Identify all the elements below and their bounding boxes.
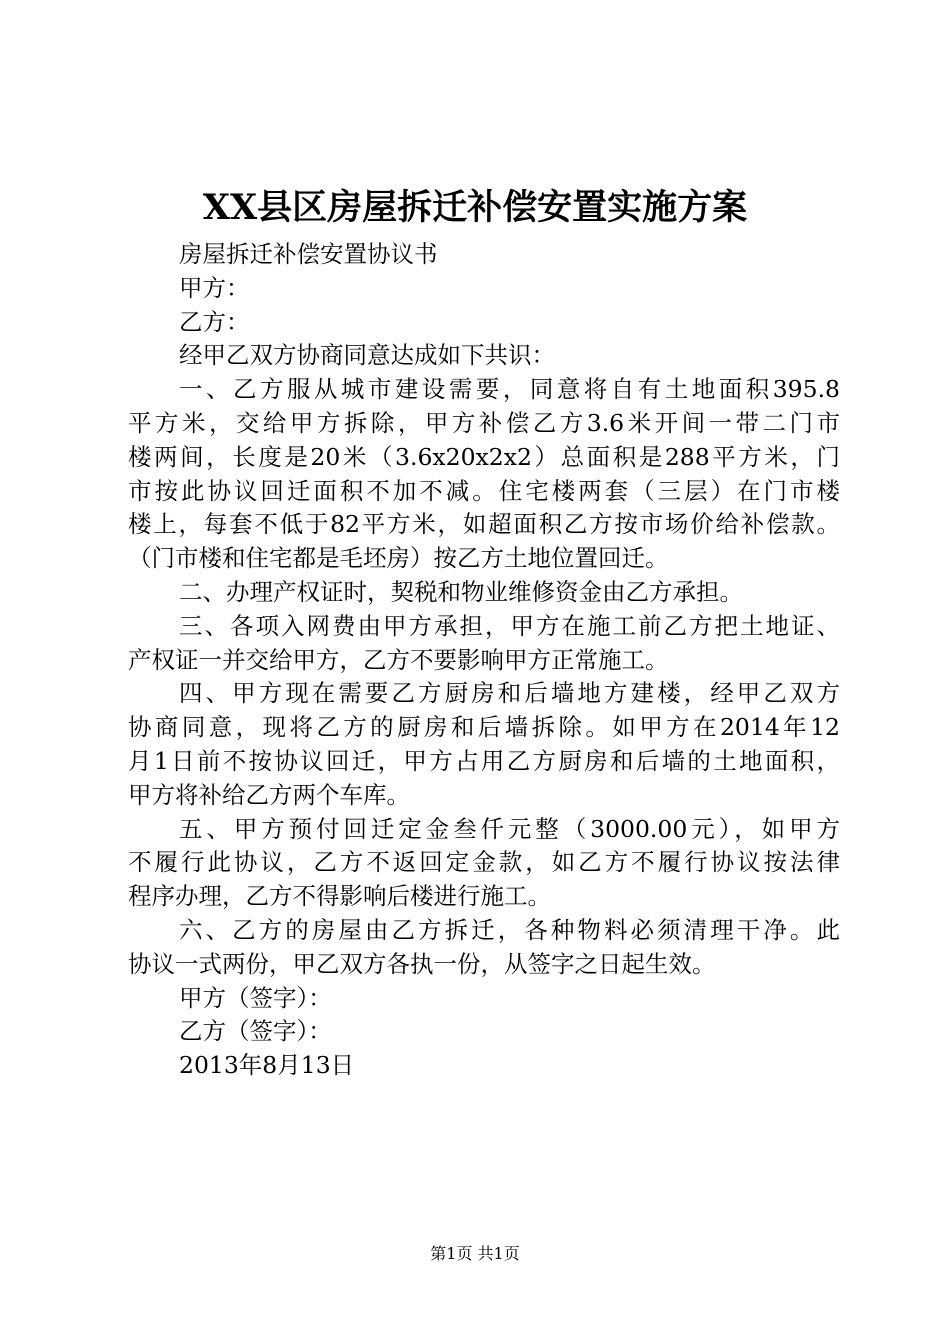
clause-6-line-2: 协议一式两份，甲乙双方各执一份，从签字之日起生效。 — [128, 949, 716, 978]
clause-3-line-1: 三、各项入网费由甲方承担，甲方在施工前乙方把土地证、 — [179, 611, 840, 640]
clause-4-line-4: 甲方将补给乙方两个车库。 — [128, 780, 410, 809]
signing-date: 2013年8月13日 — [179, 1051, 355, 1080]
clause-4-line-2: 协商同意，现将乙方的厨房和后墙拆除。如甲方在2014年12 — [128, 713, 840, 742]
clause-5-line-3: 程序办理，乙方不得影响后楼进行施工。 — [128, 882, 551, 911]
consensus-intro: 经甲乙双方协商同意达成如下共识： — [179, 341, 555, 370]
clause-1-line-3: 楼两间，长度是20米（3.6x20x2x2）总面积是288平方米，门 — [128, 442, 840, 471]
document-title: XX县区房屋拆迁补偿安置实施方案 — [202, 187, 748, 228]
clause-1-line-1: 一、乙方服从城市建设需要，同意将自有土地面积395.8 — [179, 375, 840, 404]
clause-6-line-1: 六、乙方的房屋由乙方拆迁，各种物料必须清理干净。此 — [179, 915, 840, 944]
party-a-signature: 甲方（签字）： — [179, 983, 332, 1012]
party-b-line: 乙方： — [179, 307, 250, 336]
party-b-signature: 乙方（签字）： — [179, 1017, 332, 1046]
clause-2-line-1: 二、办理产权证时，契税和物业维修资金由乙方承担。 — [179, 577, 743, 606]
clause-3-line-2: 产权证一并交给甲方，乙方不要影响甲方正常施工。 — [128, 645, 669, 674]
clause-5-line-2: 不履行此协议，乙方不返回定金款，如乙方不履行协议按法律 — [128, 848, 840, 877]
agreement-heading: 房屋拆迁补偿安置协议书 — [179, 240, 438, 268]
clause-5-line-1: 五、甲方预付回迁定金叁仟元整（3000.00元），如甲方 — [179, 814, 840, 843]
party-a-line: 甲方： — [179, 273, 250, 302]
clause-1-line-4: 市按此协议回迁面积不加不减。住宅楼两套（三层）在门市楼 — [128, 476, 840, 505]
document-body — [128, 238, 840, 1083]
clause-4-line-3: 月1日前不按协议回迁，甲方占用乙方厨房和后墙的土地面积， — [128, 746, 840, 775]
clause-1-line-6: （门市楼和住宅都是毛坯房）按乙方土地位置回迁。 — [128, 544, 669, 573]
clause-1-line-2: 平方米，交给甲方拆除，甲方补偿乙方3.6米开间一带二门市 — [128, 408, 840, 437]
clause-1-line-5: 楼上，每套不低于82平方米，如超面积乙方按市场价给补偿款。 — [128, 510, 840, 539]
page-footer: 第1页 共1页 — [430, 1244, 520, 1263]
clause-4-line-1: 四、甲方现在需要乙方厨房和后墙地方建楼，经甲乙双方 — [179, 679, 840, 708]
